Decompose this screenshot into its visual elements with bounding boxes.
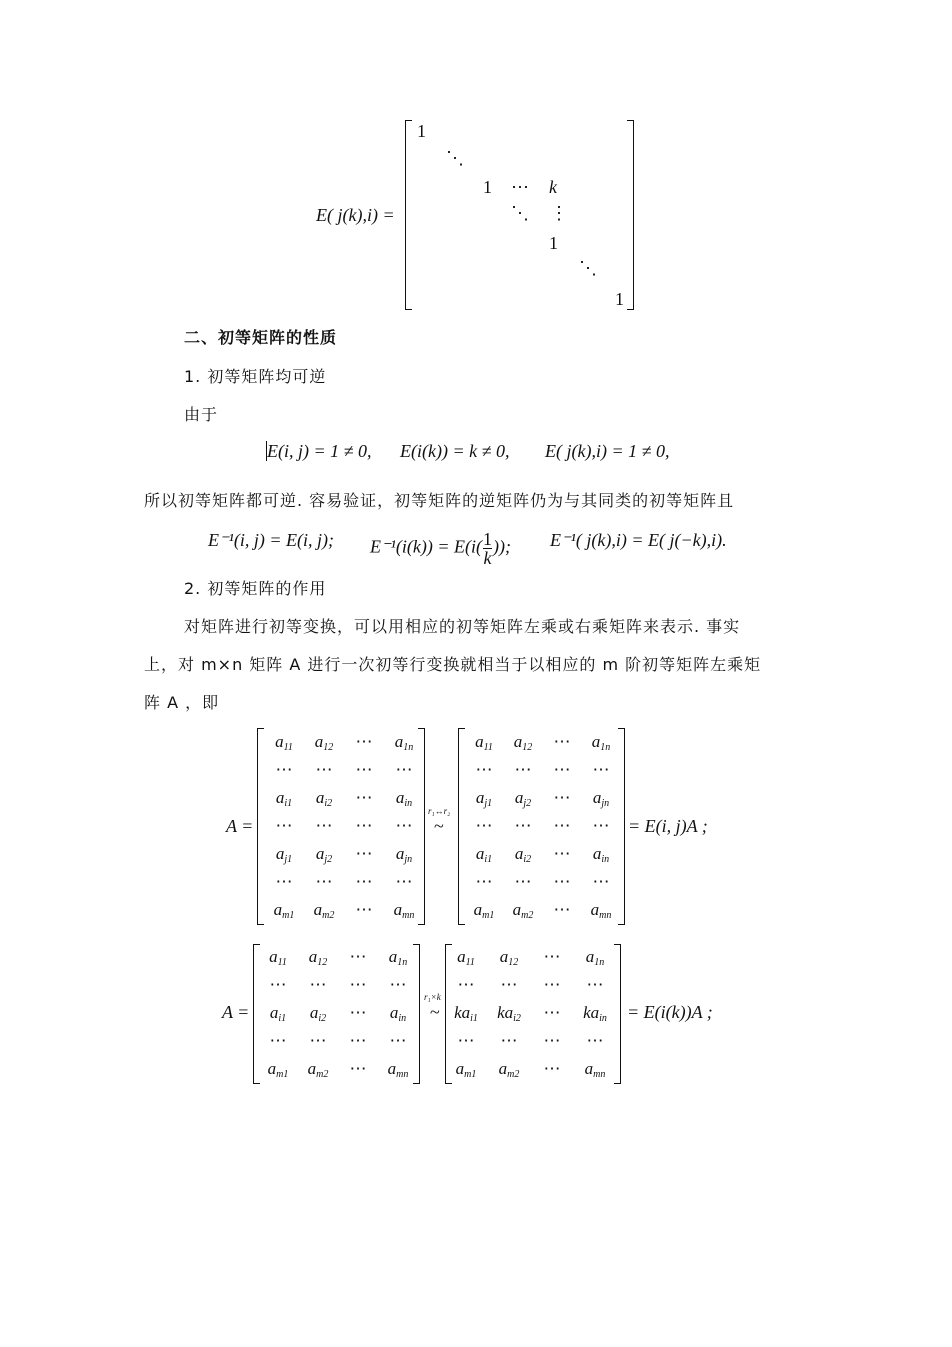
item1-intro: 由于 (184, 405, 219, 424)
eq2-lhs: A = (222, 1002, 250, 1022)
eq2-right-cell: ⋯ (457, 1031, 475, 1050)
eq1-left-cell: $a_{11}$ (275, 732, 293, 753)
item2-paragraph-line3: 阵 A ，即 (144, 693, 220, 712)
eq1-left-matrix-open-bracket (257, 728, 264, 925)
eq2-left-cell: ⋯ (269, 1031, 287, 1050)
eq1-left-cell: $a_{i2}$ (315, 788, 333, 809)
eq2-right-cell: $ka_{i1}$ (454, 1003, 478, 1024)
eq2-left-cell: $a_{mn}$ (387, 1059, 409, 1080)
matrix-lhs-e-jk-i: E( j(k),i) = (316, 205, 395, 225)
eq1-tilde: ~ (434, 816, 444, 836)
eq1-left-cell: $a_{12}$ (314, 732, 334, 753)
item1-title: 1. 初等矩阵均可逆 (184, 367, 327, 386)
fraction-denominator: k (483, 548, 492, 568)
eq1-left-cell: ⋯ (275, 872, 293, 891)
matrix-entry: 1 (417, 121, 426, 141)
eq2-left-cell: $a_{m2}$ (307, 1059, 329, 1080)
eq1-right-cell: ⋯ (553, 900, 571, 919)
eq2-operation-label: r₁×k (424, 992, 441, 1002)
eq1-operation-label: r₁↔r₂ (428, 806, 451, 816)
eq2-right-cell: ⋯ (586, 975, 604, 994)
eq2-right-cell: ⋯ (500, 975, 518, 994)
eq1-left-cell: $a_{j1}$ (275, 844, 293, 865)
eq1-left-cell: $a_{i1}$ (275, 788, 293, 809)
eq1-left-cell: $a_{m1}$ (273, 900, 295, 921)
matrix-entry: 1 (549, 233, 558, 253)
eq1-left-cell: ⋯ (355, 816, 373, 835)
eq1-right-cell: $a_{11}$ (475, 732, 493, 753)
eq2-left-cell: ⋯ (389, 1031, 407, 1050)
eq1-right-cell: $a_{m2}$ (512, 900, 534, 921)
eq2-tilde: ~ (430, 1002, 440, 1022)
eq1-right-cell: $a_{m1}$ (473, 900, 495, 921)
eq1-left-cell: $a_{jn}$ (395, 844, 413, 865)
eq1-right-cell: $a_{i1}$ (475, 844, 493, 865)
eq1-left-cell: ⋯ (315, 816, 333, 835)
eq2-left-cell: $a_{1n}$ (388, 947, 408, 968)
eq1-right-cell: $a_{j2}$ (514, 788, 532, 809)
eq2-right-cell: $a_{m2}$ (498, 1059, 520, 1080)
eq2-left-cell: ⋯ (349, 1059, 367, 1078)
eq1-left-cell: ⋯ (355, 872, 373, 891)
eq1-left-cell: $a_{in}$ (395, 788, 413, 809)
eq2-left-cell: $a_{12}$ (308, 947, 328, 968)
eq1-right-cell: $a_{1n}$ (591, 732, 611, 753)
eq1-right-cell: $a_{in}$ (592, 844, 610, 865)
eq2-right-cell: $ka_{in}$ (583, 1003, 607, 1024)
matrix-entry-ddots: ⋱ (446, 148, 464, 168)
eq1-right-cell: $a_{12}$ (513, 732, 533, 753)
eq2-left-cell: ⋯ (389, 975, 407, 994)
eq2-right-cell: ⋯ (543, 975, 561, 994)
inverse-1: E⁻¹(i, j) = E(i, j); (208, 530, 335, 550)
eq1-right-cell: ⋯ (592, 760, 610, 779)
eq2-left-cell: $a_{i2}$ (309, 1003, 327, 1024)
eq1-left-cell: ⋯ (395, 816, 413, 835)
item2-paragraph-line1: 对矩阵进行初等变换，可以用相应的初等矩阵左乘或右乘矩阵来表示. 事实 (184, 617, 741, 636)
eq1-right-cell: $a_{j1}$ (475, 788, 493, 809)
eq2-left-cell: ⋯ (349, 947, 367, 966)
eq2-right-cell: ⋯ (543, 1003, 561, 1022)
eq1-right-cell: ⋯ (553, 844, 571, 863)
eq2-left-cell: ⋯ (269, 975, 287, 994)
inverse-2: E⁻¹(i(k)) = E(i( $\frac{1}{k}$ )); (370, 529, 511, 568)
eq2-left-cell: $a_{11}$ (269, 947, 287, 968)
eq2-left-cell: ⋯ (349, 1003, 367, 1022)
eq1-left-cell: ⋯ (355, 788, 373, 807)
eq1-left-cell: $a_{mn}$ (393, 900, 415, 921)
eq1-right-cell: ⋯ (553, 788, 571, 807)
eq1-right-cell: ⋯ (475, 760, 493, 779)
eq1-right-cell: $a_{i2}$ (514, 844, 532, 865)
matrix-entry-k: k (549, 177, 557, 197)
eq1-right-cell: ⋯ (475, 816, 493, 835)
matrix-entry-ddots: ⋱ (511, 203, 529, 223)
determinant-3: E( j(k),i) = 1 ≠ 0, (545, 441, 670, 461)
eq2-right-cell: ⋯ (586, 1031, 604, 1050)
section-heading: 二、初等矩阵的性质 (184, 328, 338, 347)
eq1-left-cell: ⋯ (395, 760, 413, 779)
eq2-right-cell: ⋯ (500, 1031, 518, 1050)
eq2-left-cell: ⋯ (349, 1031, 367, 1050)
item1-conclusion: 所以初等矩阵都可逆. 容易验证，初等矩阵的逆矩阵仍为与其同类的初等矩阵且 (144, 491, 735, 510)
eq1-left-cell: $a_{j2}$ (315, 844, 333, 865)
eq1-left-cell: ⋯ (315, 872, 333, 891)
matrix-entry: 1 (615, 289, 624, 309)
eq1-left-cell: ⋯ (355, 760, 373, 779)
eq1-right-cell: ⋯ (592, 872, 610, 891)
matrix-entry-cdots: ⋯ (511, 177, 529, 197)
eq1-left-cell: ⋯ (355, 900, 373, 919)
eq2-left-cell: ⋯ (309, 975, 327, 994)
eq2-right-cell: $a_{1n}$ (585, 947, 605, 968)
eq1-left-cell: ⋯ (355, 844, 373, 863)
matrix-entry-ddots: ⋱ (579, 258, 597, 278)
eq1-left-cell: ⋯ (315, 760, 333, 779)
eq1-left-cell: ⋯ (395, 872, 413, 891)
eq2-right-cell: $ka_{i2}$ (497, 1003, 521, 1024)
item2-title: 2. 初等矩阵的作用 (184, 579, 327, 598)
eq1-right-cell: ⋯ (553, 760, 571, 779)
matrix-entry: 1 (483, 177, 492, 197)
eq2-right-cell: $a_{m1}$ (455, 1059, 477, 1080)
eq2-right-cell: ⋯ (543, 1059, 561, 1078)
matrix-entry-vdots: ⋮ (550, 203, 568, 223)
eq1-right-cell: ⋯ (514, 760, 532, 779)
eq1-right-cell: $a_{mn}$ (590, 900, 612, 921)
eq1-right-cell: ⋯ (553, 816, 571, 835)
eq2-left-cell: ⋯ (309, 1031, 327, 1050)
determinant-2: E(i(k)) = k ≠ 0, (400, 441, 510, 461)
item2-paragraph-line2: 上，对 m×n 矩阵 A 进行一次初等行变换就相当于以相应的 m 阶初等矩阵左乘矩 (144, 655, 762, 674)
eq1-rhs: = E(i, j)A ; (628, 816, 708, 836)
eq1-lhs: A = (226, 816, 254, 836)
eq1-left-cell: $a_{1n}$ (394, 732, 414, 753)
eq1-right-cell: ⋯ (514, 816, 532, 835)
eq2-left-cell: $a_{m1}$ (267, 1059, 289, 1080)
eq2-right-cell: $a_{mn}$ (584, 1059, 606, 1080)
matrix-left-bracket (405, 120, 412, 310)
eq1-right-cell: ⋯ (553, 732, 571, 751)
eq1-right-cell: ⋯ (514, 872, 532, 891)
eq2-right-cell: ⋯ (457, 975, 475, 994)
eq1-right-cell: $a_{jn}$ (592, 788, 610, 809)
eq2-right-cell: ⋯ (543, 1031, 561, 1050)
eq1-left-cell: ⋯ (275, 816, 293, 835)
eq2-left-cell: $a_{i1}$ (269, 1003, 287, 1024)
fraction-numerator: 1 (483, 529, 492, 549)
eq1-left-cell: ⋯ (355, 732, 373, 751)
eq2-right-cell: $a_{12}$ (499, 947, 519, 968)
eq2-left-cell: ⋯ (349, 975, 367, 994)
eq1-right-cell: ⋯ (592, 816, 610, 835)
eq1-right-cell: ⋯ (553, 872, 571, 891)
eq2-right-cell: $a_{11}$ (457, 947, 475, 968)
eq2-right-matrix-close-bracket (614, 944, 621, 1084)
determinant-1: E(i, j) = 1 ≠ 0, (267, 441, 372, 461)
eq1-left-cell: $a_{m2}$ (313, 900, 335, 921)
eq2-left-cell: $a_{in}$ (389, 1003, 407, 1024)
eq1-right-cell: ⋯ (475, 872, 493, 891)
inverse-3: E⁻¹( j(k),i) = E( j(−k),i). (550, 530, 727, 550)
eq2-right-cell: ⋯ (543, 947, 561, 966)
matrix-right-bracket (627, 120, 634, 310)
eq2-rhs: = E(i(k))A ; (627, 1002, 713, 1022)
eq1-left-cell: ⋯ (275, 760, 293, 779)
